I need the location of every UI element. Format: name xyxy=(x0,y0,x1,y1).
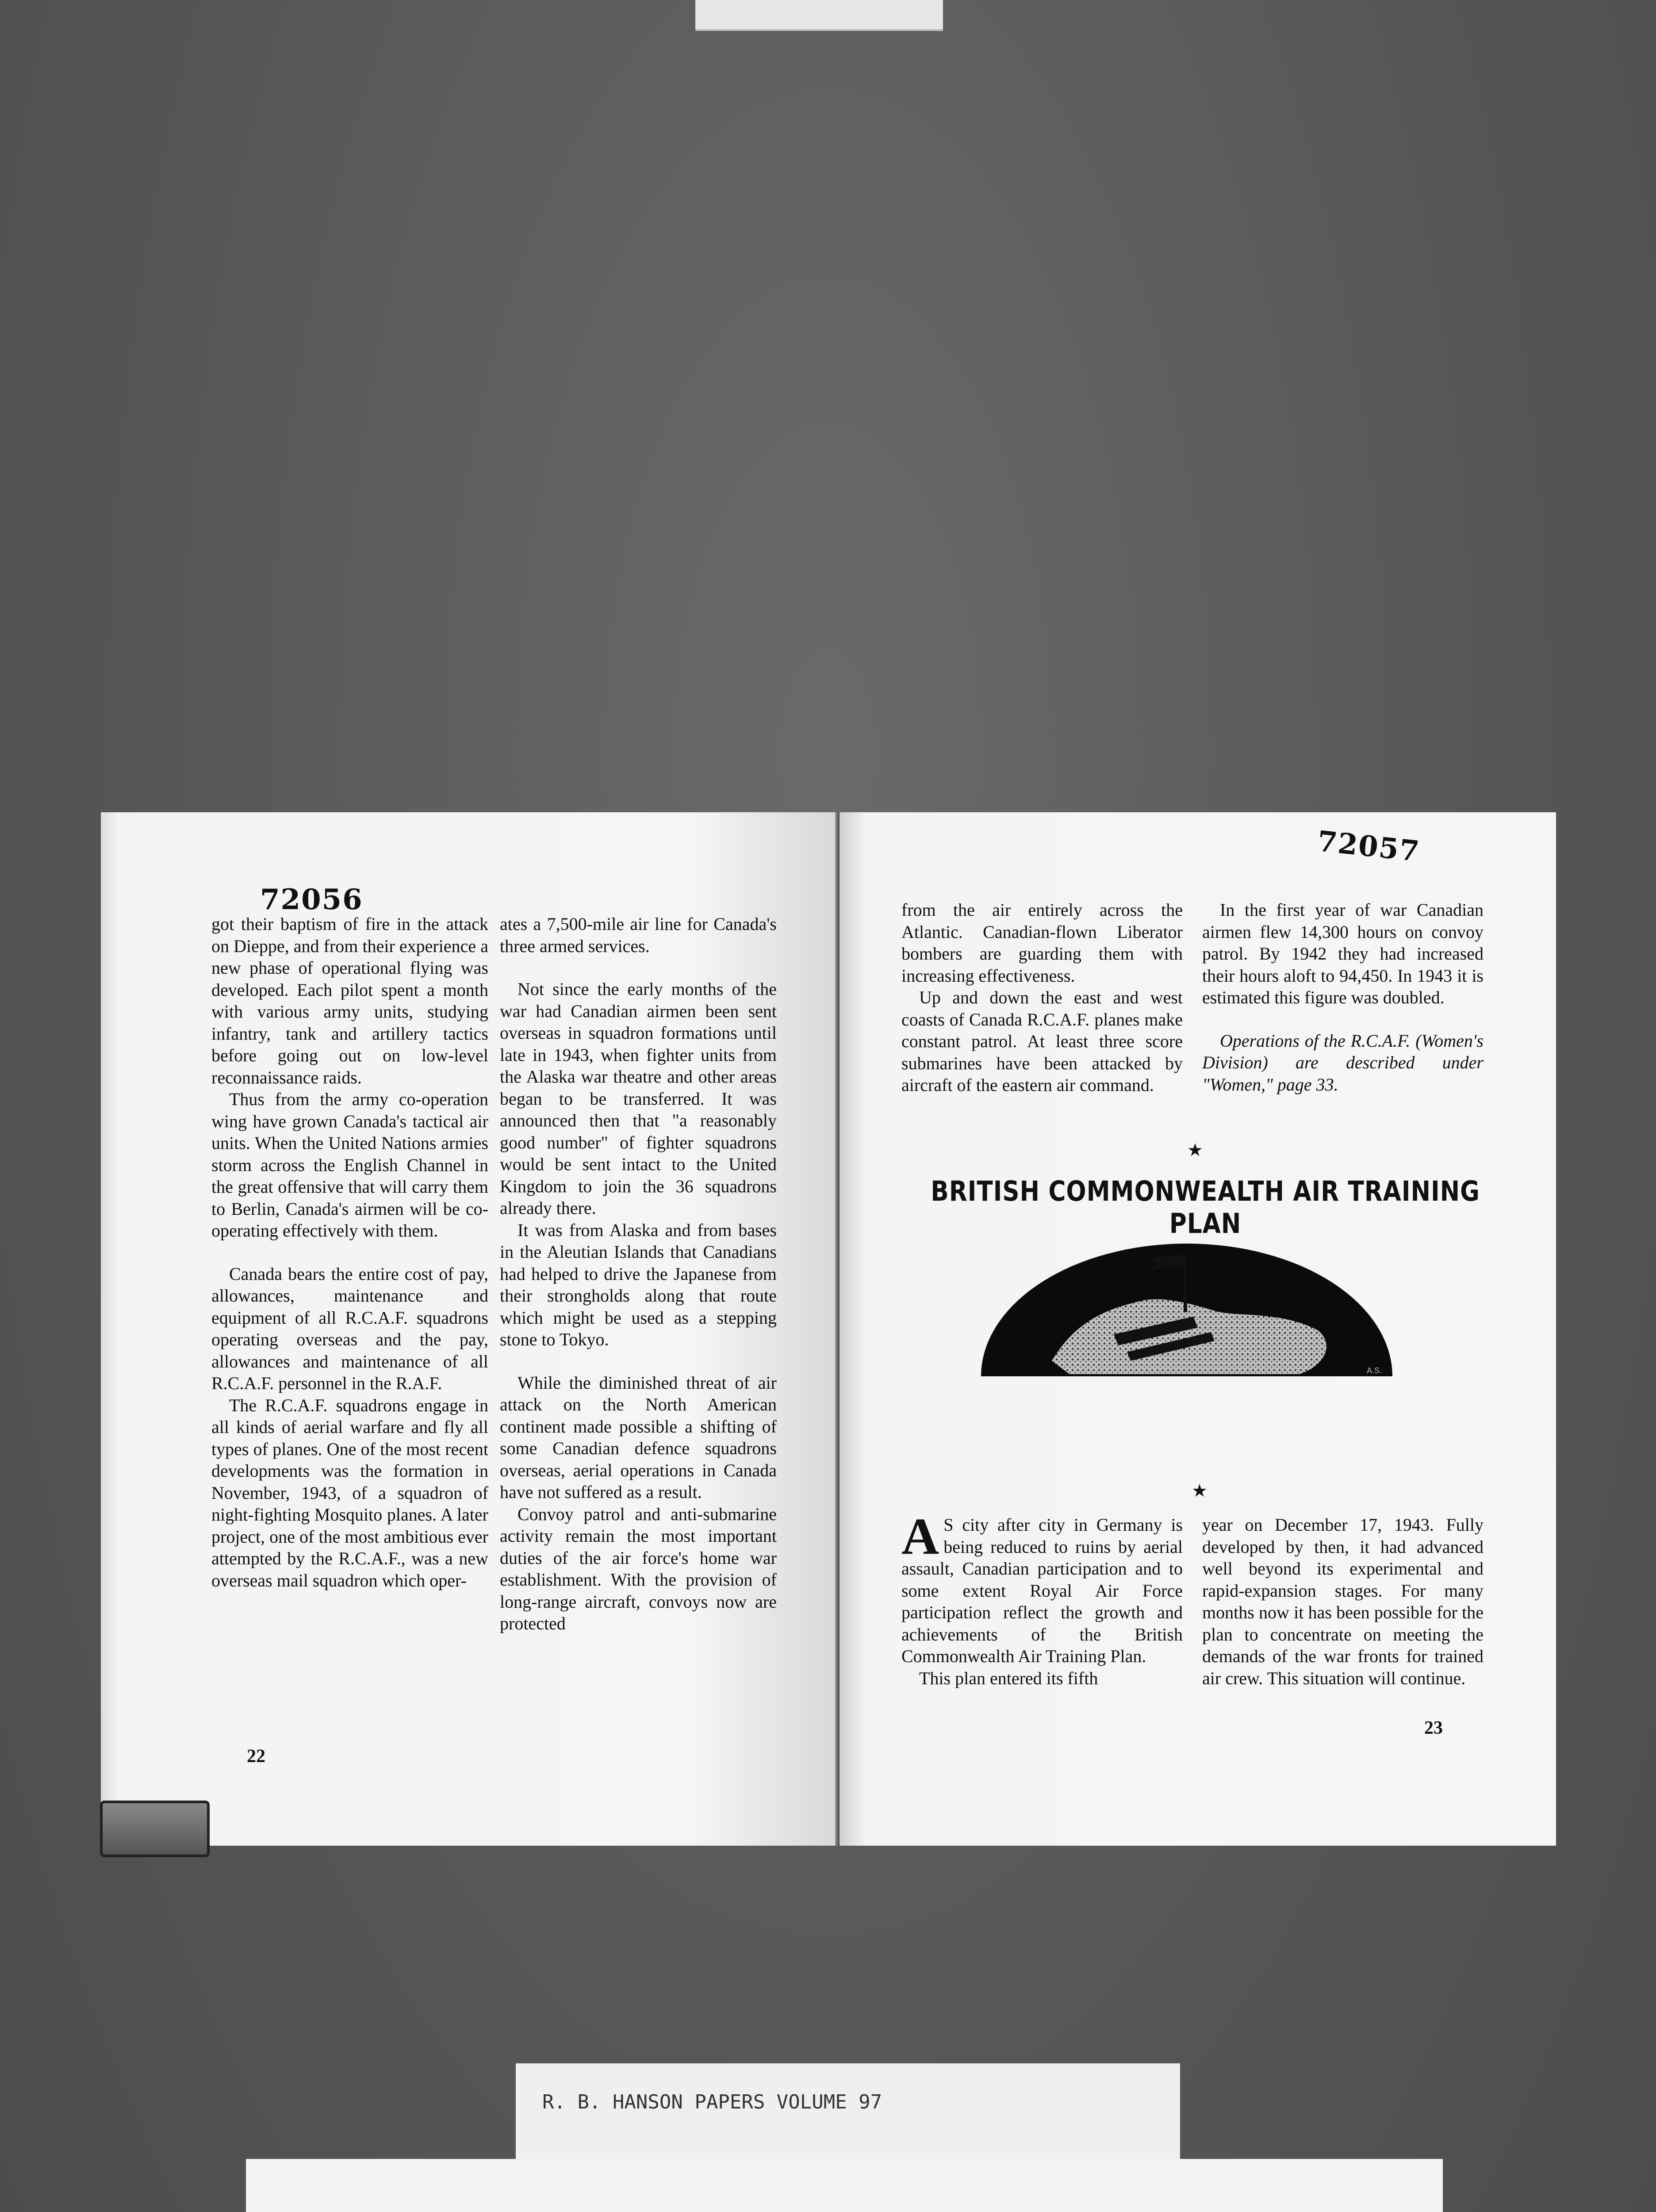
paragraph: The R.C.A.F. squadrons engage in all kinds of aerial warfare and fly all types of planes. One of the most recent developments was the formation in November, 1943, of a squadron of night-fighting Mosquito planes. A later project, one of the most ambitious ever attempted by the R.C.A.F., was a new overseas mail squadron which oper- xyxy=(211,1395,488,1590)
paragraph: This plan entered its fifth xyxy=(919,1668,1098,1688)
collection-label: R. B. HANSON PAPERS VOLUME 97 xyxy=(516,2063,1180,2159)
star-ornament: ★ xyxy=(1192,1481,1208,1501)
left-page-number: 22 xyxy=(247,1746,265,1767)
paragraph: Thus from the army co-operation wing have grown Canada's tactical air units. When the United Nations armies storm across the English Channel in the great offensive that will carry them to Berlin, Canada's airmen will be co-operating effectively with them. xyxy=(211,1089,488,1240)
left-stamp-number: 72056 xyxy=(260,883,363,916)
right-column-1 xyxy=(901,899,1183,1096)
paragraph: ates a 7,500-mile air line for Canada's three armed services. xyxy=(500,914,777,956)
open-booklet xyxy=(101,812,1556,1846)
left-page xyxy=(101,812,840,1846)
paragraph: Canada bears the entire cost of pay, allowances, maintenance and equipment of all R.C.A.F. squadrons operating overseas and the pay, allowances and maintenance of all R.C.A.F. personnel in the R.A.F. xyxy=(211,1263,488,1393)
right-column-2 xyxy=(1202,899,1484,1095)
drop-cap: A xyxy=(901,1507,939,1565)
paragraph: Up and down the east and west coasts of Canada R.C.A.F. planes make constant patrol. At least three score submarines have been attacked by aircraft of the eastern air command. xyxy=(901,987,1183,1095)
paragraph: In the first year of war Canadian airmen flew 14,300 hours on convoy patrol. By 1942 they had increased their hours aloft to 94,450. In 1943 it is estimated this figure was doubled. xyxy=(1202,900,1484,1007)
paragraph: from the air entirely across the Atlantic. Canadian-flown Liberator bombers are guarding them with increasing effectiveness. xyxy=(901,900,1183,986)
globe-flag-illustration xyxy=(981,1241,1392,1379)
paragraph: S city after city in Germany is being reduced to ruins by aerial assault, Canadian participation and to some extent Royal Air Force participation reflect the growth and achievements of the British Commonwealth Air Training Plan. xyxy=(901,1515,1183,1666)
archives-card xyxy=(246,2159,1443,2212)
illustration-signature: A.S. xyxy=(1367,1366,1382,1375)
left-column-2 xyxy=(500,913,777,1635)
star-ornament: ★ xyxy=(1187,1140,1203,1160)
binder-clip xyxy=(100,1801,210,1857)
paragraph: It was from Alaska and from bases in the Aleutian Islands that Canadians had helped to drive the Japanese from their strongholds along that route which might be used as a stepping stone to Tokyo. xyxy=(500,1220,777,1349)
paragraph: year on December 17, 1943. Fully developed by then, it had advanced well beyond its experimental and rapid-expansion stages. For many months now it has been possible for the plan to concentrate on meeting the demands of the war fronts for trained air crew. This situation will continue. xyxy=(1202,1515,1484,1688)
paragraph: While the diminished threat of air attack on the North American continent made possible a shifting of some Canadian defence squadrons overseas, aerial operations in Canada have not suffered as a result. xyxy=(500,1372,777,1502)
right-lower-column-1 xyxy=(901,1507,1183,1689)
cross-reference-note: Operations of the R.C.A.F. (Women's Division) are described under "Women," page 33. xyxy=(1202,1030,1484,1094)
right-page xyxy=(840,812,1556,1846)
right-page-number: 23 xyxy=(1424,1718,1443,1738)
paragraph: Convoy patrol and anti-submarine activity remain the most important duties of the air force's home war establishment. With the provision of long-range aircraft, convoys now are protected xyxy=(500,1504,777,1633)
right-stamp-number: 72057 xyxy=(1315,825,1422,868)
left-column-1 xyxy=(211,913,488,1591)
right-lower-column-2 xyxy=(1202,1514,1484,1689)
paragraph: got their baptism of fire in the attack on Dieppe, and from their experience a new phase of operational flying was developed. Each pilot spent a month with various army units, studying infantry, tank and artillery tactics before going out on low-level reconnaissance raids. xyxy=(211,914,488,1087)
top-tape xyxy=(695,0,943,31)
paragraph: Not since the early months of the war had Canadian airmen been sent overseas in squadron formations until late in 1943, when fighter units from the Alaska war theatre and other areas began to be transferred. It was announced then that "a reasonably good number" of fighter squadrons would be sent intact to the United Kingdom to join the 36 squadrons already there. xyxy=(500,979,777,1218)
section-title: BRITISH COMMONWEALTH AIR TRAINING PLAN xyxy=(931,1175,1480,1240)
